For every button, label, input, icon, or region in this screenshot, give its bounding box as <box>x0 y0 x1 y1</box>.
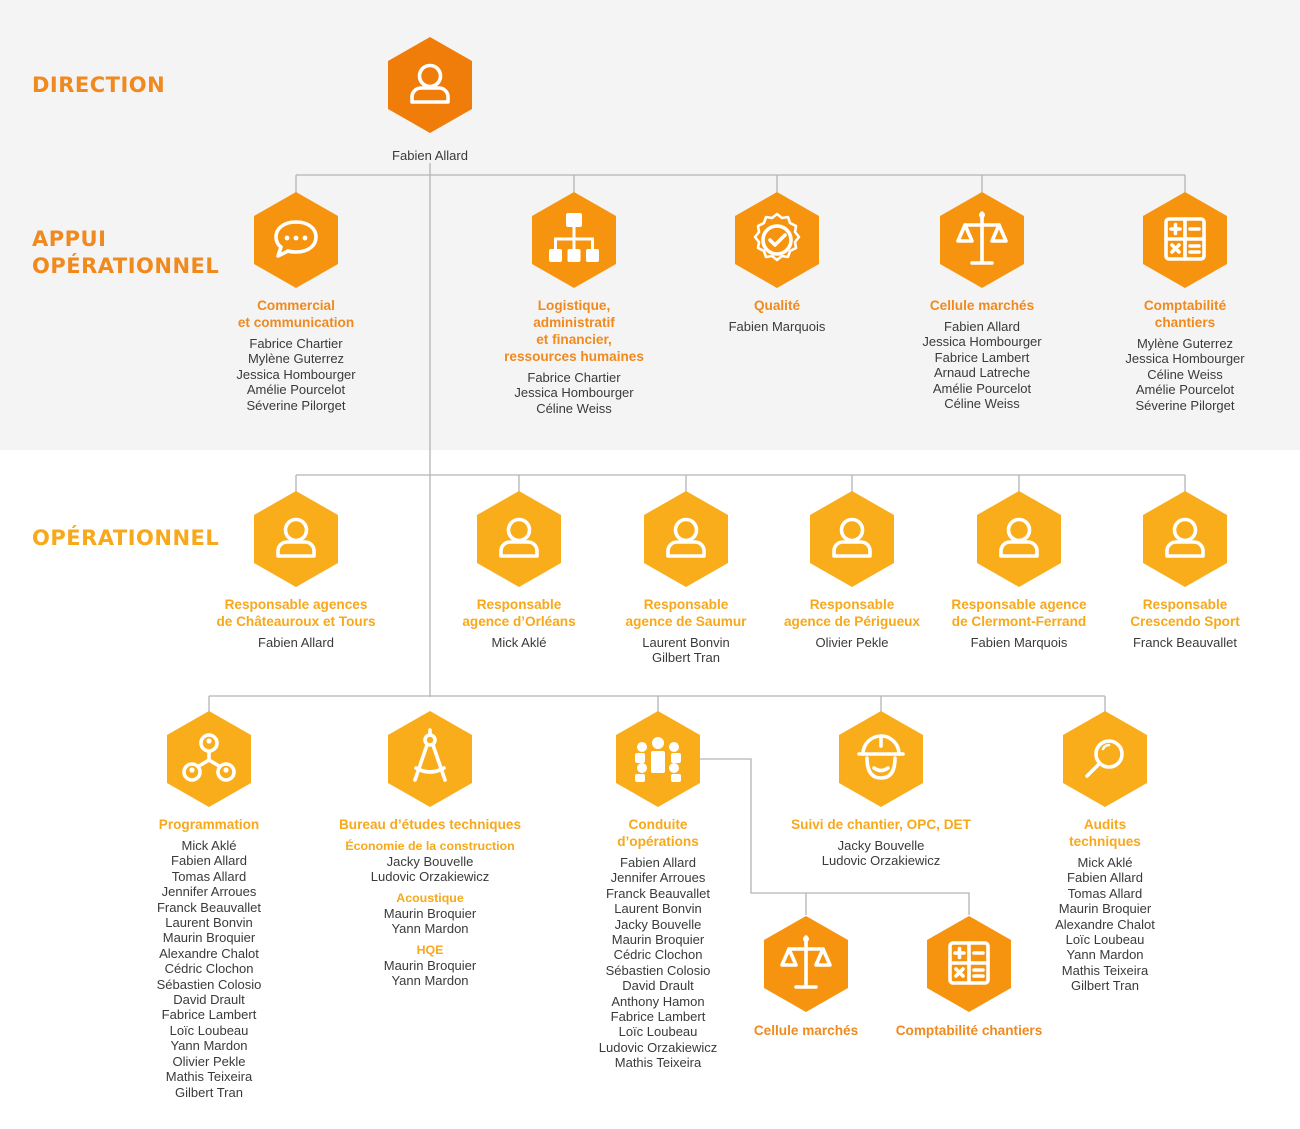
service-node-0-title <box>89 816 329 833</box>
person-name: Alexandre Chalot <box>159 945 259 961</box>
appui-node-4-title <box>1065 297 1300 331</box>
person-name: Maurin Broquier <box>383 957 477 973</box>
person-name: Gilbert Tran <box>175 1084 243 1100</box>
title-line: Responsable <box>1142 597 1228 612</box>
person-name: Maurin Broquier <box>1058 901 1152 917</box>
person-name: Mick Aklé <box>1077 855 1133 870</box>
person-name: Sébastien Colosio <box>605 962 711 978</box>
title-line: Audits <box>1083 817 1127 832</box>
title-line: Programmation <box>158 817 260 832</box>
agence-node-5-title <box>1065 596 1300 630</box>
agence-node-0-caption <box>176 596 416 650</box>
person-name: Mathis Teixeira <box>165 1069 253 1085</box>
title-line: Suivi de chantier, OPC, DET <box>791 817 971 832</box>
person-name: Loïc Loubeau <box>618 1024 698 1040</box>
person-name: Jacky Bouvelle <box>386 854 474 869</box>
person-name: Cédric Clochon <box>164 961 254 977</box>
quality-badge-icon <box>734 191 820 289</box>
meeting-icon <box>615 710 701 808</box>
person-name: Fabien Allard <box>258 635 334 650</box>
title-line: Responsable <box>809 597 895 612</box>
user-icon <box>643 490 729 588</box>
service-node-3-caption <box>761 816 1001 869</box>
person-name: Jacky Bouvelle <box>614 916 702 932</box>
title-line: de Châteauroux et Tours <box>216 614 376 629</box>
user-icon <box>253 490 339 588</box>
person-name: Amélie Pourcelot <box>246 382 346 398</box>
title-line: Responsable agences <box>224 597 368 612</box>
title-line: Crescendo Sport <box>1130 614 1240 629</box>
person-name: Jessica Hombourger <box>922 334 1042 350</box>
service-node-0-people <box>89 838 329 1100</box>
person-name: Fabien Allard <box>1067 870 1143 886</box>
person-name: Maurin Broquier <box>162 930 256 946</box>
service-node-4-people <box>985 855 1225 994</box>
hard-hat-icon <box>838 710 924 808</box>
service-node-4-caption <box>985 816 1225 994</box>
person-name: Amélie Pourcelot <box>932 380 1032 396</box>
person-name: Anthony Hamon <box>611 993 705 1009</box>
scales-icon <box>763 915 849 1013</box>
person-name: Jessica Hombourger <box>514 385 634 401</box>
user-icon <box>1142 490 1228 588</box>
appui-node-0-caption <box>176 297 416 413</box>
person-name: Fabrice Chartier <box>527 370 621 385</box>
person-name: Yann Mardon <box>170 1038 248 1054</box>
person-name: Arnaud Latreche <box>933 365 1031 381</box>
appui-node-1-people <box>454 370 694 416</box>
person-name: Mick Aklé <box>181 838 237 853</box>
person-name: Jennifer Arroues <box>161 884 257 900</box>
service-node-3-people <box>761 838 1001 869</box>
subgroup-title: HQE <box>416 942 444 957</box>
appui-node-2-caption <box>657 297 897 334</box>
person-name: Céline Weiss <box>944 396 1020 412</box>
subgroup-title: Économie de la construction <box>345 839 515 853</box>
person-name: Franck Beauvallet <box>605 885 711 901</box>
person-name: David Drault <box>622 978 694 994</box>
person-name: Séverine Pilorget <box>246 397 346 413</box>
user-icon <box>387 36 473 134</box>
person-name: Séverine Pilorget <box>1135 397 1235 413</box>
person-name: Mathis Teixeira <box>614 1055 702 1071</box>
service-node-2-title <box>538 816 778 850</box>
person-name: Fabien Allard <box>620 855 696 870</box>
person-name: Mathis Teixeira <box>1061 962 1149 978</box>
agence-node-5-people <box>1065 635 1300 650</box>
sub-service-node-1-caption <box>849 1022 1089 1039</box>
title-line: administratif <box>533 315 615 330</box>
appui-node-2-title <box>657 297 897 314</box>
title-line: Qualité <box>753 298 801 313</box>
subgroup-title: Acoustique <box>396 890 464 905</box>
appui-node-0-title <box>176 297 416 331</box>
title-line: agence de Périgueux <box>784 614 920 629</box>
title-line: techniques <box>1069 834 1141 849</box>
person-name: Gilbert Tran <box>652 650 720 666</box>
person-name: Gilbert Tran <box>1071 978 1139 994</box>
title-line: Commercial <box>257 298 335 313</box>
person-name: Laurent Bonvin <box>642 635 730 650</box>
title-line: chantiers <box>1154 315 1216 330</box>
title-line: Cellule marchés <box>929 298 1035 313</box>
director-name: Fabien Allard <box>392 148 468 163</box>
person-name: Fabrice Chartier <box>249 336 343 351</box>
person-name: Alexandre Chalot <box>1055 916 1155 932</box>
calculator-icon <box>926 915 1012 1013</box>
title-line: d’opérations <box>617 834 699 849</box>
title-line: et communication <box>237 315 355 330</box>
appui-node-2-people <box>657 319 897 334</box>
person-name: Mick Aklé <box>491 635 547 650</box>
person-name: Céline Weiss <box>1147 366 1223 382</box>
person-name: Jennifer Arroues <box>610 870 706 886</box>
person-name: Fabrice Lambert <box>161 1007 257 1023</box>
person-name: Mylène Guterrez <box>1136 336 1234 351</box>
scales-icon <box>939 191 1025 289</box>
person-name: Loïc Loubeau <box>169 1022 249 1038</box>
title-line: agence de Saumur <box>625 614 747 629</box>
user-icon <box>976 490 1062 588</box>
team-network-icon <box>166 710 252 808</box>
person-name: Céline Weiss <box>536 400 612 416</box>
person-name: Jacky Bouvelle <box>837 838 925 853</box>
person-name: Maurin Broquier <box>383 905 477 921</box>
person-name: Yann Mardon <box>391 973 469 989</box>
title-line: ressources humaines <box>504 349 644 364</box>
section-label-appui-line2: OPÉRATIONNEL <box>32 254 220 278</box>
title-line: Logistique, <box>537 298 611 313</box>
service-node-3-title <box>761 816 1001 833</box>
magnifier-icon <box>1062 710 1148 808</box>
title-line: Responsable agence <box>951 597 1087 612</box>
subgroup <box>310 890 550 937</box>
person-name: Yann Mardon <box>1066 947 1144 963</box>
person-name: Olivier Pekle <box>815 635 889 650</box>
person-name: Franck Beauvallet <box>156 899 262 915</box>
person-name: Cédric Clochon <box>613 947 703 963</box>
user-icon <box>809 490 895 588</box>
person-name: Yann Mardon <box>391 921 469 937</box>
person-name: Jessica Hombourger <box>236 366 356 382</box>
person-name: Mylène Guterrez <box>247 351 345 367</box>
title-line: Comptabilité <box>1143 298 1227 313</box>
title-line: et financier, <box>536 332 612 347</box>
title-line: Conduite <box>628 817 688 832</box>
title-line: Cellule marchés <box>753 1023 859 1038</box>
person-name: Ludovic Orzakiewicz <box>370 869 490 885</box>
appui-node-0-people <box>176 336 416 413</box>
person-name: Maurin Broquier <box>611 932 705 948</box>
person-name: Tomas Allard <box>1067 885 1143 901</box>
title-line: Bureau d’études techniques <box>338 817 522 832</box>
person-name: Fabien Allard <box>944 319 1020 334</box>
title-line: Responsable <box>643 597 729 612</box>
person-name: Franck Beauvallet <box>1132 635 1238 650</box>
compass-icon <box>387 710 473 808</box>
person-name: Fabrice Lambert <box>934 349 1030 365</box>
person-name: Fabrice Lambert <box>610 1009 706 1025</box>
title-line: Comptabilité chantiers <box>895 1023 1043 1038</box>
appui-node-4-caption <box>1065 297 1300 413</box>
subgroup <box>310 942 550 989</box>
person-name: Amélie Pourcelot <box>1135 382 1235 398</box>
service-node-4-title <box>985 816 1225 850</box>
calculator-icon <box>1142 191 1228 289</box>
person-name: Ludovic Orzakiewicz <box>598 1039 718 1055</box>
title-line: Responsable <box>476 597 562 612</box>
person-name: Laurent Bonvin <box>165 915 253 931</box>
person-name: Fabien Marquois <box>728 319 826 334</box>
subgroup <box>310 838 550 885</box>
user-icon <box>476 490 562 588</box>
title-line: de Clermont-Ferrand <box>951 614 1087 629</box>
service-node-1-caption <box>310 816 550 988</box>
person-name: Olivier Pekle <box>172 1053 246 1069</box>
person-name: Fabien Marquois <box>970 635 1068 650</box>
section-label-direction: DIRECTION <box>32 73 166 97</box>
service-node-1-title <box>310 816 550 833</box>
sub-service-node-1-title <box>849 1022 1089 1039</box>
person-name: David Drault <box>173 992 245 1008</box>
person-name: Tomas Allard <box>171 868 247 884</box>
org-chart-icon <box>531 191 617 289</box>
person-name: Laurent Bonvin <box>614 901 702 917</box>
person-name: Fabien Allard <box>171 853 247 869</box>
section-label-operationnel: OPÉRATIONNEL <box>32 526 220 550</box>
agence-node-0-title <box>176 596 416 630</box>
chat-bubble-icon <box>253 191 339 289</box>
person-name: Loïc Loubeau <box>1065 932 1145 948</box>
appui-node-4-people <box>1065 336 1300 413</box>
person-name: Jessica Hombourger <box>1125 351 1245 367</box>
service-node-0-caption <box>89 816 329 1100</box>
agence-node-5-caption <box>1065 596 1300 650</box>
person-name: Sébastien Colosio <box>156 976 262 992</box>
agence-node-0-people <box>176 635 416 650</box>
title-line: agence d’Orléans <box>462 614 576 629</box>
person-name: Ludovic Orzakiewicz <box>821 853 941 869</box>
section-label-appui-line1: APPUI <box>32 227 107 251</box>
